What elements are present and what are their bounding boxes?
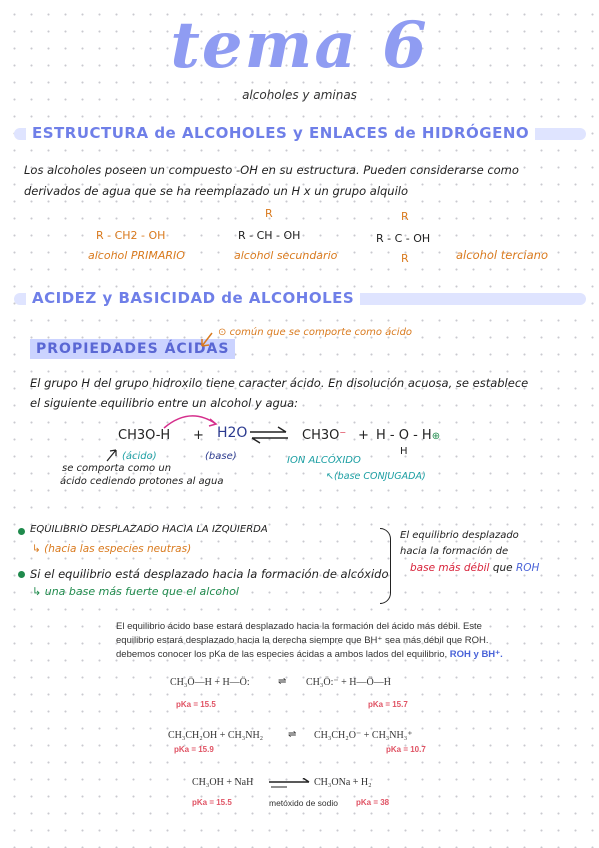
primary-alcohol-formula: R - CH2 - OH <box>96 229 166 242</box>
pka-value: pKa = 15.7 <box>368 700 408 709</box>
bullet-dot <box>18 528 25 535</box>
equilibrium-arrow-icon <box>267 778 313 790</box>
reactant-alcohol: CH3O-H <box>118 428 171 443</box>
equation-left: CH₃Ö—H + H—Ö: <box>170 677 250 688</box>
arrow-icon <box>196 330 216 352</box>
secondary-alcohol-label: alcohol secundario <box>234 249 338 262</box>
tertiary-alcohol-r-top: R <box>401 210 409 223</box>
equilibrium-arrows-icon <box>248 426 290 444</box>
product-hydronium: H - O - H⊕ <box>376 428 441 443</box>
book-paragraph: El equilibrio ácido base estará desplazado hacia la formación del ácido más débil. Este <box>116 621 482 632</box>
properties-note: ⊙ común que se comporte como ácido <box>218 327 413 338</box>
book-paragraph: equilibrio estará desplazado hacia la derecha siempre que BH⁺ sea más débil que ROH. <box>116 635 489 646</box>
plus-sign: + <box>193 428 204 443</box>
pka-value: pKa = 10.7 <box>386 745 426 754</box>
brace-note: hacia la formación de <box>400 546 509 557</box>
product-alkoxide: CH3O⁻ <box>302 428 347 443</box>
reactant-water: H2O <box>217 425 248 441</box>
hydronium-h: H <box>400 446 408 457</box>
section-title-structure: ESTRUCTURA de ALCOHOLES y ENLACES de HIDRÓGENO <box>26 124 535 142</box>
arrow-icon <box>104 447 120 463</box>
bullet-subtext: ↳ una base más fuerte que el alcohol <box>32 585 239 598</box>
paragraph-line: el siguiente equilibrio entre un alcohol y agua: <box>30 396 299 410</box>
primary-alcohol-label: alcohol PRIMARIO <box>88 249 185 262</box>
equation-right: CH₃ONa + H₂ <box>314 777 372 788</box>
acid-note: (ácido) <box>122 451 157 462</box>
bullet-subtext: ↳ (hacia las especies neutras) <box>32 543 192 555</box>
sodium-methoxide-label: metóxido de sodio <box>269 798 338 808</box>
equilibrium-arrow-icon: ⇌ <box>278 676 287 687</box>
conjugate-base-note: ↖(base CONJUGADA) <box>326 471 426 482</box>
page-title: tema 6 <box>170 8 429 83</box>
secondary-alcohol-r: R <box>265 207 273 220</box>
tertiary-alcohol-r-bottom: R <box>401 252 409 265</box>
base-note: (base) <box>205 451 237 462</box>
bullet-text: Si el equilibrio está desplazado hacia la formación de alcóxido <box>30 567 389 581</box>
tertiary-alcohol-label: alcohol terciano <box>456 248 548 262</box>
paragraph-line: derivados de agua que se ha reemplazado un H x un grupo alquilo <box>24 184 409 198</box>
acid-explanation: ácido cediendo protones al agua <box>60 476 224 487</box>
equation-right: CH₃Ö:⁻ + H—Ö—H <box>306 677 391 688</box>
pka-value: pKa = 15.9 <box>174 745 214 754</box>
book-paragraph: debemos conocer los pKa de las especies ácidas a ambos lados del equilibrio, ROH y BH⁺. <box>116 649 503 660</box>
bullet-text: EQUILIBRIO DESPLAZADO HACIA LA IZQUIERDA <box>30 524 268 535</box>
paragraph-line: El grupo H del grupo hidroxilo tiene caracter ácido. En disolución acuosa, se establece <box>30 376 529 390</box>
equation-left: CH₃CH₂OH + CH₃NH₂ <box>168 730 264 741</box>
brace-note: base más débil que ROH <box>410 562 540 574</box>
equation-right: CH₃CH₂O⁻ + CH₃NH₃⁺ <box>314 730 413 741</box>
curved-arrow-icon <box>160 410 220 430</box>
pka-value: pKa = 38 <box>356 798 390 807</box>
page-subtitle: alcoholes y aminas <box>242 88 357 102</box>
paragraph-line: Los alcoholes poseen un compuesto -OH en su estructura. Pueden considerarse como <box>24 163 519 177</box>
tertiary-alcohol-formula: R - C - OH <box>376 232 431 245</box>
acid-explanation: se comporta como un <box>62 463 172 474</box>
equation-left: CH₃OH + NaH <box>192 777 254 788</box>
pka-value: pKa = 15.5 <box>192 798 232 807</box>
secondary-alcohol-formula: R - CH - OH <box>238 229 301 242</box>
section-title-acidity: ACIDEZ y BASICIDAD de ALCOHOLES <box>26 289 360 307</box>
alkoxide-label: ION ALCÓXIDO <box>287 455 361 466</box>
brace <box>380 528 391 604</box>
brace-note: El equilibrio desplazado <box>400 530 519 541</box>
properties-title: PROPIEDADES ÁCIDAS <box>30 339 235 359</box>
pka-value: pKa = 15.5 <box>176 700 216 709</box>
equilibrium-arrow-icon: ⇌ <box>288 729 297 740</box>
plus-sign: + <box>358 428 369 443</box>
bullet-dot <box>18 571 25 578</box>
